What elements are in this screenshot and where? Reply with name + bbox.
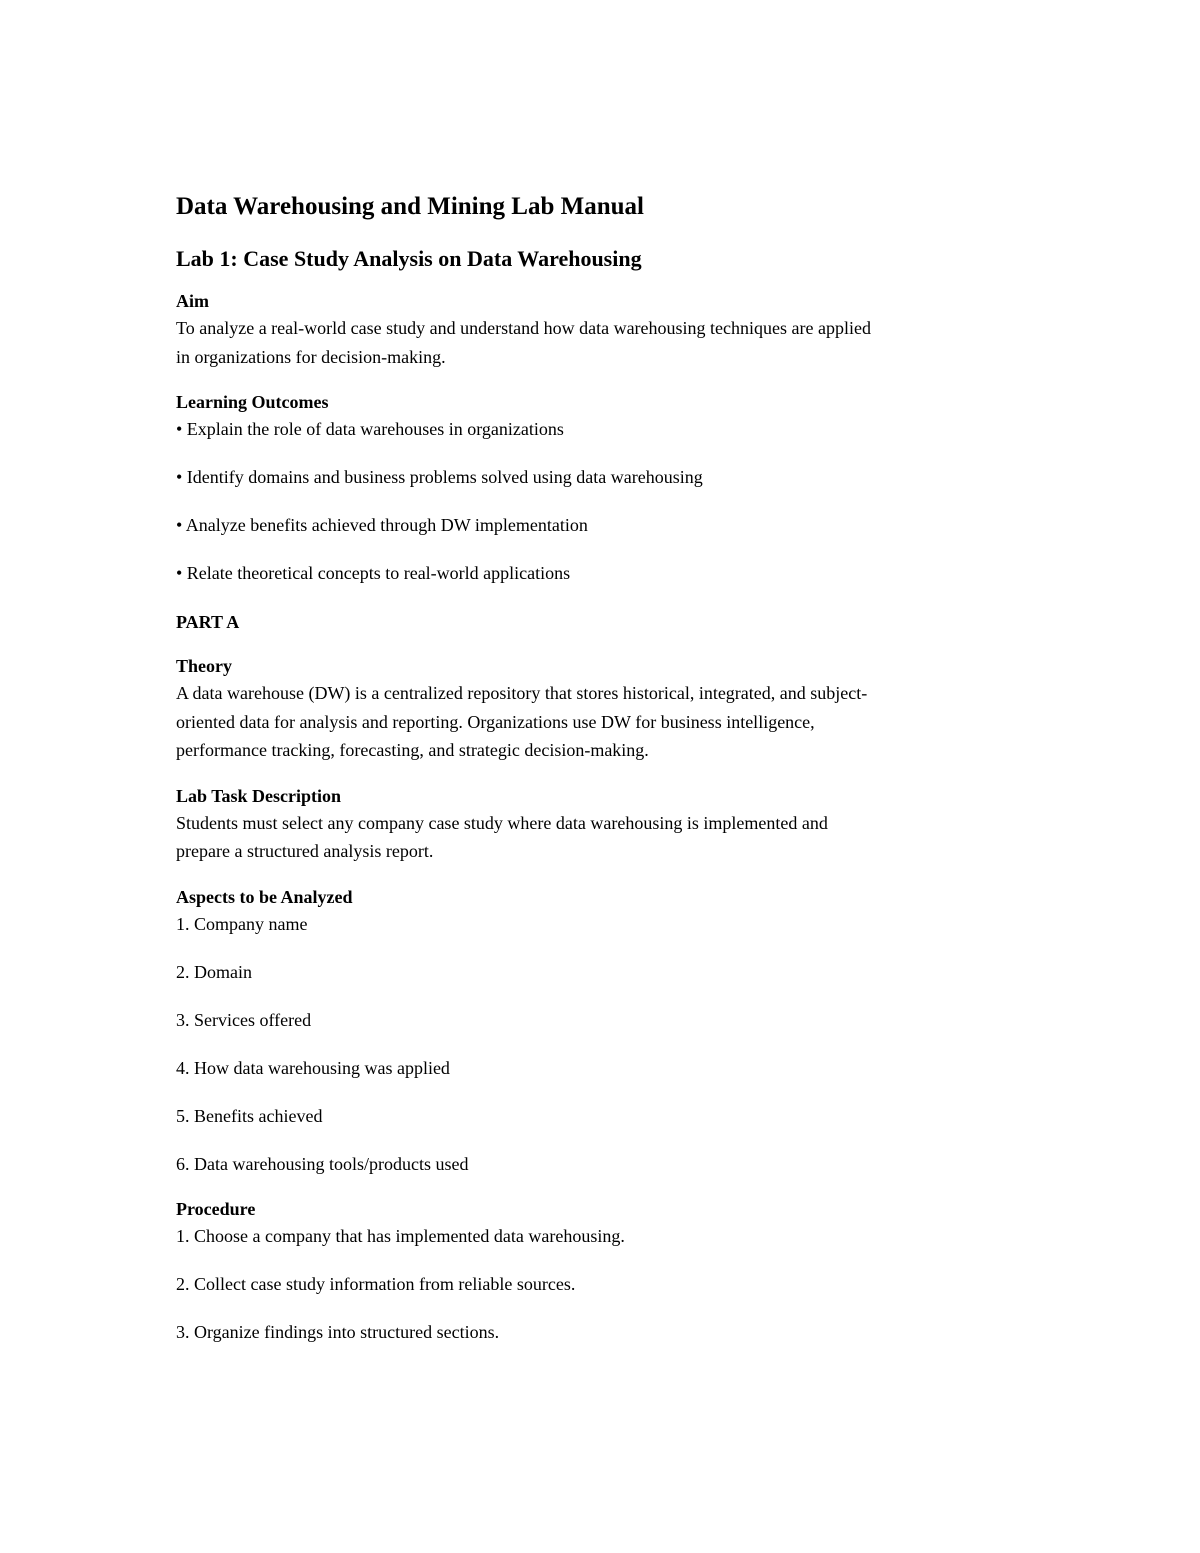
aim-line-2: in organizations for decision-making. [176, 346, 446, 367]
theory-section [176, 653, 1036, 765]
aspect-item: 2. Domain [176, 961, 252, 982]
outcome-item: • Analyze benefits achieved through DW implementation [176, 515, 588, 535]
lab-task-heading: Lab Task Description [176, 785, 342, 806]
outcome-item: • Relate theoretical concepts to real-world applications [176, 563, 571, 583]
theory-heading: Theory [176, 656, 232, 676]
lab-task-section [176, 783, 1036, 866]
procedure-section [176, 1196, 1036, 1346]
learning-outcomes-section [176, 389, 1036, 587]
lab-task-line-2: prepare a structured analysis report. [176, 841, 434, 861]
procedure-item: 2. Collect case study information from reliable sources. [176, 1273, 576, 1294]
procedure-heading: Procedure [176, 1198, 256, 1219]
outcome-item: • Identify domains and business problems solved using data warehousing [176, 467, 703, 487]
aspects-section [176, 884, 1036, 1178]
theory-line-2: oriented data for analysis and reporting. Organizations use DW for business intelligence, [176, 711, 815, 732]
document-title: Data Warehousing and Mining Lab Manual [176, 193, 644, 220]
aspect-item: 5. Benefits achieved [176, 1105, 323, 1126]
document-page [176, 190, 1036, 1346]
aspect-item: 1. Company name [176, 913, 308, 934]
theory-line-3: performance tracking, forecasting, and strategic decision-making. [176, 740, 649, 760]
lab-task-line-1: Students must select any company case study where data warehousing is implemented and [176, 812, 828, 833]
theory-line-1: A data warehouse (DW) is a centralized repository that stores historical, integrated, and subject- [176, 683, 868, 703]
part-a-label: PART A [176, 612, 240, 632]
aim-section [176, 288, 1036, 371]
aspect-item: 6. Data warehousing tools/products used [176, 1153, 469, 1174]
procedure-item: 3. Organize findings into structured sections. [176, 1321, 500, 1342]
procedure-item: 1. Choose a company that has implemented data warehousing. [176, 1225, 625, 1246]
aim-line-1: To analyze a real-world case study and understand how data warehousing techniques are applied [176, 318, 871, 338]
learning-outcomes-heading: Learning Outcomes [176, 392, 329, 412]
aspects-heading: Aspects to be Analyzed [176, 886, 353, 907]
aspect-item: 4. How data warehousing was applied [176, 1057, 450, 1078]
lab-title: Lab 1: Case Study Analysis on Data Warehousing [176, 246, 642, 271]
aim-heading: Aim [176, 291, 209, 311]
outcome-item: • Explain the role of data warehouses in organizations [176, 419, 564, 439]
aspect-item: 3. Services offered [176, 1009, 312, 1030]
